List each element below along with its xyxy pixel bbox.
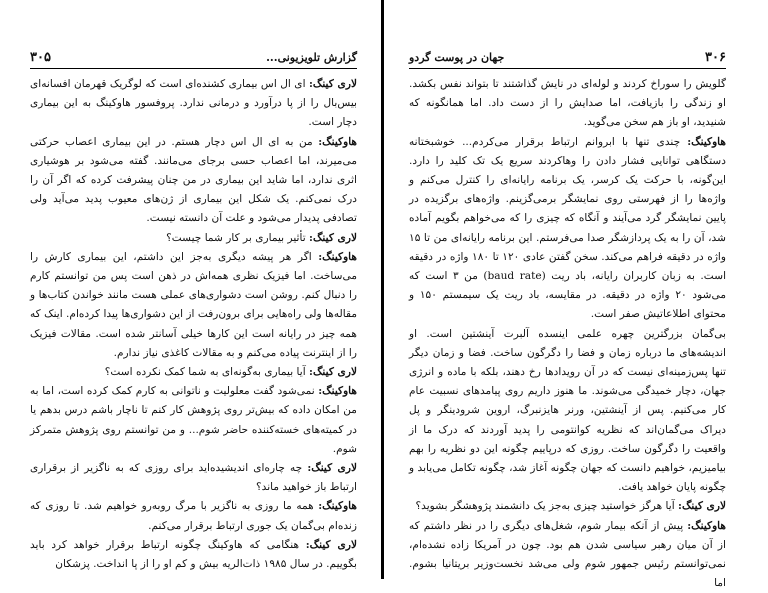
- paragraph: [30, 382, 357, 459]
- left-page: [0, 0, 383, 579]
- paragraph-text: ای ال اس بیماری کشنده‌ای است که لوگریک قهرمان افسانه‌ای بیس‌بال را از پا درآورد و درمانی ندارد. پروفسور هاوکینگ به این بیماری دچار است.: [30, 78, 357, 129]
- paragraph-text: چه چاره‌ای اندیشیده‌اید برای روزی که به ناگزیر از برقراری ارتباط باز خواهید ماند؟: [30, 462, 357, 494]
- speaker-label: هاوکینگ:: [687, 519, 726, 532]
- right-page-body: [409, 75, 726, 593]
- paragraph: [30, 536, 357, 574]
- speaker-label: هاوکینگ:: [318, 135, 358, 148]
- paragraph-text: آیا بیماری به‌گونه‌ای به شما کمک نکرده است؟: [104, 366, 306, 379]
- running-title: گزارش تلویزیونی...: [266, 51, 357, 64]
- paragraph: [409, 75, 726, 133]
- speaker-label: لاری کینگ:: [678, 500, 726, 513]
- right-page-header: [409, 48, 726, 69]
- paragraph: [30, 248, 357, 363]
- page-number: ۳۰۶: [705, 50, 726, 65]
- right-page: [385, 0, 768, 590]
- speaker-label: لاری کینگ:: [308, 78, 357, 90]
- page-number: ۳۰۵: [30, 50, 51, 65]
- speaker-label: لاری کینگ:: [307, 462, 358, 475]
- speaker-label: لاری کینگ:: [305, 538, 357, 551]
- running-title: جهان در پوست گردو: [409, 51, 505, 64]
- paragraph: [409, 325, 726, 498]
- paragraph-text: گلویش را سوراخ کردند و لوله‌ای در نایش گذاشتند تا بتواند نفس بکشد. او زندگی را بازیافت، اما صدایش را از دست داد. اما همانگونه که شنیدید، او باز هم سخن می‌گوید.: [409, 78, 726, 129]
- paragraph-text: هنگامی که هاوکینگ چگونه ارتباط برقرار خواهد کرد باید بگوییم. در سال ۱۹۸۵ ذات‌الریه بیش و کم او را از پا انداخت. پزشکان: [30, 538, 357, 571]
- left-page-header: [30, 48, 357, 69]
- paragraph: [30, 497, 357, 535]
- paragraph-text: اگر هر پیشه دیگری به‌جز این داشتم، این بیماری کارش را می‌ساخت. اما فیزیک نظری همه‌اش در ذهن است پس من توانستم کارم را دنبال کنم. روشن است دشواری‌های عملی هست مانند خواندن کتاب‌ها و مقاله‌ها ولی راه‌هایی برای برون‌رفت از این دشواری‌ها پیدا کرده‌ام. اینک که همه چیز در رایانه است این کارها خیلی آسانتر شده است. مقالات فیزیک را از اینترنت پیاده می‌کنم و به مقالات کاغذی نیاز ندارم.: [30, 250, 357, 359]
- paragraph: [30, 459, 357, 497]
- paragraph: [409, 497, 726, 516]
- paragraph-text: همه ما روزی به ناگزیر با مرگ روبه‌رو خواهیم شد. تا روزی که زنده‌ام بی‌گمان یک جوری ارتباط برقرار می‌کنم.: [30, 500, 357, 532]
- speaker-label: هاوکینگ:: [318, 250, 357, 263]
- paragraph: [409, 517, 726, 593]
- speaker-label: هاوکینگ:: [687, 135, 726, 148]
- speaker-label: لاری کینگ:: [309, 366, 357, 379]
- paragraph-text: بی‌گمان بزرگترین چهره علمی اینسده آلبرت آینشتین است. او اندیشه‌های ما درباره زمان و فضا را دگرگون ساخت. فضا و زمان دیگر تنها پس‌زمینه‌ای نیست که در آن رویدادها رخ دهند، بلکه با ماده و انرژی جهان، دچار خمیدگی می‌شوند. ما هنوز داریم روی پیامدهای نسبیت عام کار می‌کنیم. پس از آینشتین، ورنر هایزنبرگ، اروین شرودینگر و پل دیراک می‌گمان‌اند که نظریه کوانتومی را پدید آوردند که درک ما از واقعیت را دگرگون ساخت. روزی که درپاییم چگونه این دو نظریه را بهم بیامیزیم، خواهیم دانست که جهان چگونه آغاز شد، چگونه تکامل می‌یابد و چگونه پایان خواهد یافت.: [409, 327, 726, 494]
- paragraph-text: چندی تنها با ابروانم ارتباط برقرار می‌کردم... خوشبختانه دستگاهی توانایی فشار دادن را وهاکردند سریع یک تک کلید را دارد. این‌گونه، با حرکت یک کرسر، یک برنامه رایانه‌ای را کنترل می‌کنم و واژه‌ها را از فهرستی روی نمایشگر برمی‌گزینم. واژه‌های برگزیده در پایین نمایشگر گرد می‌آیند و آنگاه که چیزی را که می‌خواهم بگویم آماده شد، آن را به یک پردازشگر صدا می‌فرستم. این برنامه رایانه‌ای من تا ۱۵ واژه در دقیقه فراهم می‌کند. سخن گفتن عادی ۱۲۰ تا ۱۸۰ واژه در دقیقه است. به زبان کاربران رایانه، باد ریت (baud rate) من ۳ است که می‌شود ۲۰ واژه در دقیقه. در مقایسه، باد ریت یک سیمستم ۱۵۰ و محتوای اطلاعاتیش صفر است.: [409, 135, 727, 321]
- paragraph-text: نمی‌شود گفت معلولیت و ناتوانی به کارم کمک کرده است، اما به من امکان داده که بیش‌تر روی پژوهش کار کنم تا ناچار باشم درس بدهم یا در کمیته‌های خسته‌کننده حاضر شوم... و من توانستم روی پژوهش متمرکز شوم.: [30, 385, 357, 455]
- speaker-label: لاری کینگ:: [309, 231, 357, 244]
- speaker-label: هاوکینگ:: [318, 500, 357, 513]
- page-gutter-divider: [381, 0, 384, 579]
- paragraph: [409, 133, 726, 325]
- paragraph-text: تأثیر بیماری بر کار شما چیست؟: [166, 231, 306, 244]
- paragraph-text: آیا هرگز خواستید چیزی به‌جز یک دانشمند پژوهشگر بشوید؟: [415, 500, 675, 513]
- left-page-body: [30, 75, 357, 574]
- paragraph: [30, 229, 357, 248]
- paragraph: [30, 75, 357, 133]
- paragraph-text: من به ای ال اس دچار هستم. در این بیماری اعصاب حرکتی می‌میرند، اما اعصاب حسی برجای می‌مانند. گفته می‌شود بر هوشیاری اثری ندارد، اما شاید این بیماری در من چنان پیشرفت کرده که اگر آن را درک نمی‌کنم. یک شکل این بیماری از ژن‌های معیوب پدید می‌آید ولی تصادفی پدیدار می‌شود و علت آن دانسته نیست.: [30, 135, 357, 225]
- speaker-label: هاوکینگ:: [318, 385, 357, 398]
- paragraph: [30, 133, 357, 229]
- paragraph-text: پیش از آنکه بیمار شوم، شغل‌های دیگری را در نظر داشتم که از آن میان رهبر سیاسی شدن هم بود. چون در آمریکا زاده نشده‌ام، نمی‌توانستم رئیس جمهور شوم ولی می‌شد نخست‌وزیر بریتانیا بشوم. اما: [409, 519, 726, 590]
- paragraph: [30, 363, 357, 382]
